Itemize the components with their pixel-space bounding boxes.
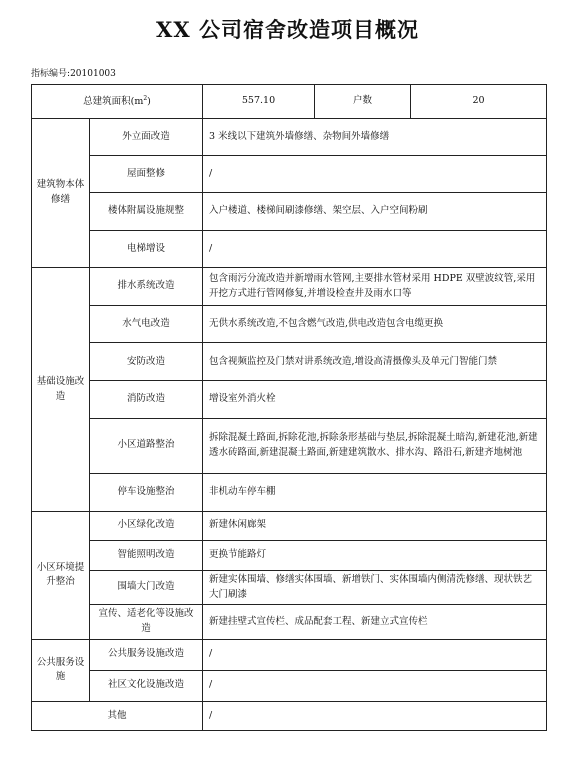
area-label-cell: [32, 85, 203, 119]
item-detail: 3 米线以下建筑外墙修缮、杂物间外墙修缮: [203, 119, 547, 156]
page-title: XX 公司宿舍改造项目概况: [156, 17, 419, 42]
item-name: 社区文化设施改造: [90, 670, 203, 701]
item-detail: 包含雨污分流改造并新增雨水管网,主要排水管材采用 HDPE 双壁波纹管,采用开挖方式进行管网修复,并增设检查井及雨水口等: [203, 268, 547, 306]
table-row: [32, 605, 547, 639]
item-name: 公共服务设施改造: [90, 639, 203, 670]
table-row: [32, 268, 547, 306]
table-row: [32, 418, 547, 473]
households-value: 20: [411, 85, 547, 119]
item-name: 停车设施整治: [90, 473, 203, 511]
item-detail: /: [203, 231, 547, 268]
group-name: 建筑物本体修缮: [32, 119, 90, 268]
item-name: 小区绿化改造: [90, 511, 203, 540]
other-detail: /: [203, 701, 547, 730]
table-row: [32, 570, 547, 604]
index-code-value: 20101003: [70, 69, 116, 79]
item-name: 安防改造: [90, 343, 203, 381]
other-row: [32, 701, 547, 730]
item-detail: /: [203, 670, 547, 701]
table-row: [32, 193, 547, 231]
item-detail: 新建休闲廊架: [203, 511, 547, 540]
table-row: [32, 231, 547, 268]
table-row: [32, 639, 547, 670]
group-name: 公共服务设施: [32, 639, 90, 701]
item-detail: /: [203, 156, 547, 193]
index-code-sep: :: [67, 69, 71, 79]
summary-row: [32, 85, 547, 119]
table-row: [32, 540, 547, 570]
item-name: 楼体附属设施规整: [90, 193, 203, 231]
item-name: 水气电改造: [90, 306, 203, 343]
item-detail: 入户楼道、楼梯间刷漆修缮、架空层、入户空间粉刷: [203, 193, 547, 231]
group-name: 基础设施改造: [32, 268, 90, 511]
item-name: 电梯增设: [90, 231, 203, 268]
table-row: [32, 119, 547, 156]
item-name: 消防改造: [90, 381, 203, 418]
other-label: 其他: [32, 701, 203, 730]
table-row: [32, 381, 547, 418]
item-name: 宣传、适老化等设施改造: [90, 605, 203, 639]
table-row: [32, 343, 547, 381]
table-row: [32, 670, 547, 701]
item-detail: 拆除混凝土路面,拆除花池,拆除条形基础与垫层,拆除混凝土暗沟,新建花池,新建透水砖路面,新建混凝土路面,新建建筑散水、排水沟、路沿石,新建齐地树池: [203, 418, 547, 473]
households-label: 户数: [315, 85, 411, 119]
item-detail: /: [203, 639, 547, 670]
item-name: 围墙大门改造: [90, 570, 203, 604]
item-detail: 无供水系统改造,不包含燃气改造,供电改造包含电缆更换: [203, 306, 547, 343]
table-row: [32, 306, 547, 343]
area-label: 总建筑面积(m: [83, 95, 144, 107]
item-detail: 包含视频监控及门禁对讲系统改造,增设高清摄像头及单元门智能门禁: [203, 343, 547, 381]
area-unit-sup: 2: [143, 94, 148, 102]
item-name: 屋面整修: [90, 156, 203, 193]
item-detail: 新建挂壁式宣传栏、成品配套工程、新建立式宣传栏: [203, 605, 547, 639]
item-name: 排水系统改造: [90, 268, 203, 306]
group-name: 小区环境提升整治: [32, 511, 90, 639]
table-row: [32, 511, 547, 540]
area-label-close: ): [147, 95, 151, 107]
index-code: [31, 66, 116, 79]
table-row: [32, 156, 547, 193]
item-detail: 更换节能路灯: [203, 540, 547, 570]
table-row: [32, 473, 547, 511]
area-value: 557.10: [203, 85, 315, 119]
index-code-label: 指标编号: [31, 69, 68, 79]
item-detail: 非机动车停车棚: [203, 473, 547, 511]
item-name: 智能照明改造: [90, 540, 203, 570]
item-detail: 增设室外消火栓: [203, 381, 547, 418]
project-overview-table: [31, 84, 547, 731]
item-detail: 新建实体围墙、修缮实体围墙、新增铁门、实体围墙内侧清洗修缮、现状铁艺大门刷漆: [203, 570, 547, 604]
item-name: 外立面改造: [90, 119, 203, 156]
item-name: 小区道路整治: [90, 418, 203, 473]
